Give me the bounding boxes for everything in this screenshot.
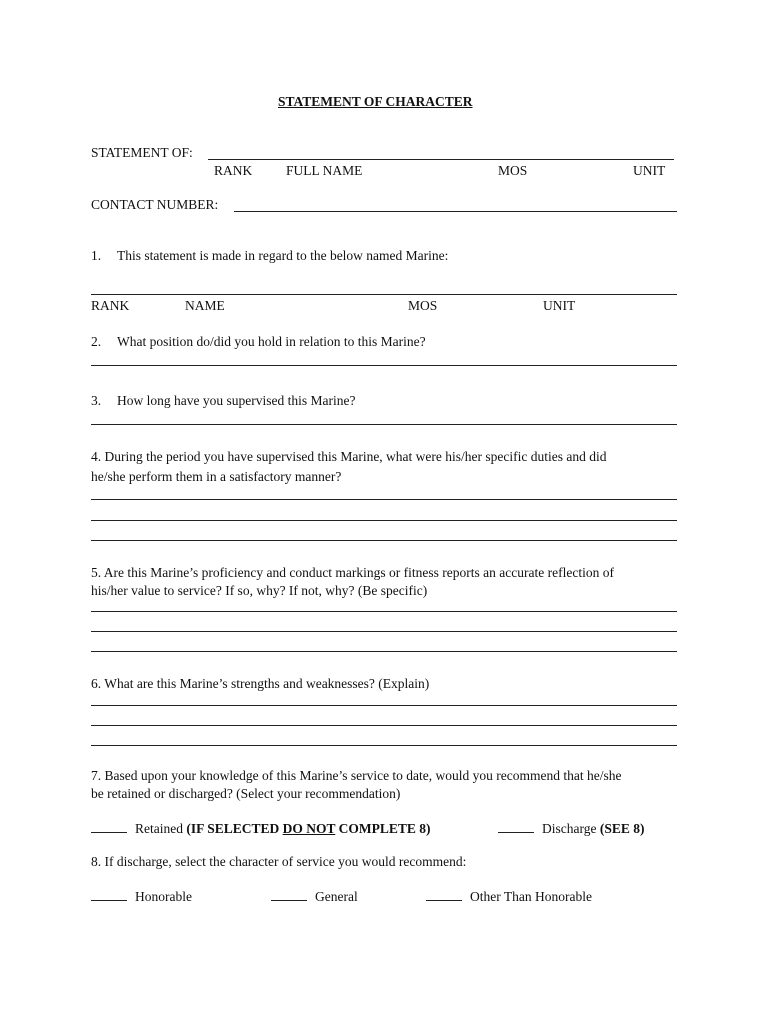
form-title: STATEMENT OF CHARACTER <box>278 94 473 109</box>
general-checkbox-blank[interactable] <box>271 888 307 901</box>
retained-option <box>91 820 431 837</box>
retained-note-do-not: DO NOT <box>282 821 336 836</box>
q5-text-line2: his/her value to service? If so, why? If not, why? (Be specific) <box>91 583 428 598</box>
honorable-label: Honorable <box>135 889 192 904</box>
q6-answer-line[interactable] <box>91 725 677 726</box>
statement-of-mos-label: MOS <box>498 163 528 178</box>
q2-answer-line[interactable] <box>91 365 677 366</box>
statement-of-field[interactable] <box>208 159 674 160</box>
q2-text: What position do/did you hold in relation to this Marine? <box>117 334 426 349</box>
q3-number: 3. <box>91 393 102 408</box>
q4-answer-line[interactable] <box>91 540 677 541</box>
q1-text: This statement is made in regard to the below named Marine: <box>117 248 449 263</box>
q1-number: 1. <box>91 248 102 263</box>
retained-checkbox-blank[interactable] <box>91 820 127 833</box>
discharge-note: (SEE 8) <box>599 821 645 836</box>
q4-answer-line[interactable] <box>91 520 677 521</box>
other-than-honorable-option <box>426 888 592 905</box>
contact-number-field[interactable] <box>234 211 677 212</box>
q6-answer-line[interactable] <box>91 745 677 746</box>
q3-answer-line[interactable] <box>91 424 677 425</box>
honorable-option <box>91 888 192 905</box>
q4-answer-line[interactable] <box>91 499 677 500</box>
contact-number-label: CONTACT NUMBER: <box>91 197 219 212</box>
q1-marine-field[interactable] <box>91 294 677 295</box>
q5-answer-line[interactable] <box>91 651 677 652</box>
q5-answer-line[interactable] <box>91 631 677 632</box>
q1-name-label: NAME <box>185 298 225 313</box>
general-label: General <box>315 889 358 904</box>
statement-of-fullname-label: FULL NAME <box>286 163 363 178</box>
statement-of-rank-label: RANK <box>214 163 253 178</box>
retained-label: Retained <box>135 821 183 836</box>
q2-number: 2. <box>91 334 102 349</box>
q1-rank-label: RANK <box>91 298 130 313</box>
q4-text-line2: he/she perform them in a satisfactory manner? <box>91 469 342 484</box>
general-option <box>271 888 358 905</box>
statement-of-label: STATEMENT OF: <box>91 145 193 160</box>
q6-answer-line[interactable] <box>91 705 677 706</box>
discharge-checkbox-blank[interactable] <box>498 820 534 833</box>
q1-unit-label: UNIT <box>543 298 576 313</box>
retained-note-a: (IF SELECTED <box>186 821 283 836</box>
statement-of-unit-label: UNIT <box>633 163 666 178</box>
discharge-option <box>498 820 645 837</box>
other-than-honorable-label: Other Than Honorable <box>470 889 592 904</box>
q4-text-line1: 4. During the period you have supervised this Marine, what were his/her specific duties and did <box>91 449 607 464</box>
honorable-checkbox-blank[interactable] <box>91 888 127 901</box>
q7-text-line2: be retained or discharged? (Select your recommendation) <box>91 786 401 801</box>
q1-mos-label: MOS <box>408 298 438 313</box>
q7-text-line1: 7. Based upon your knowledge of this Marine’s service to date, would you recommend that he/she <box>91 768 622 783</box>
q5-text-line1: 5. Are this Marine’s proficiency and conduct markings or fitness reports an accurate reflection of <box>91 565 614 580</box>
q3-text: How long have you supervised this Marine? <box>117 393 356 408</box>
other-than-honorable-checkbox-blank[interactable] <box>426 888 462 901</box>
discharge-label: Discharge <box>542 821 597 836</box>
retained-note-c: COMPLETE 8) <box>335 821 431 836</box>
q5-answer-line[interactable] <box>91 611 677 612</box>
q6-text: 6. What are this Marine’s strengths and weaknesses? (Explain) <box>91 676 430 691</box>
q8-text: 8. If discharge, select the character of service you would recommend: <box>91 854 467 869</box>
